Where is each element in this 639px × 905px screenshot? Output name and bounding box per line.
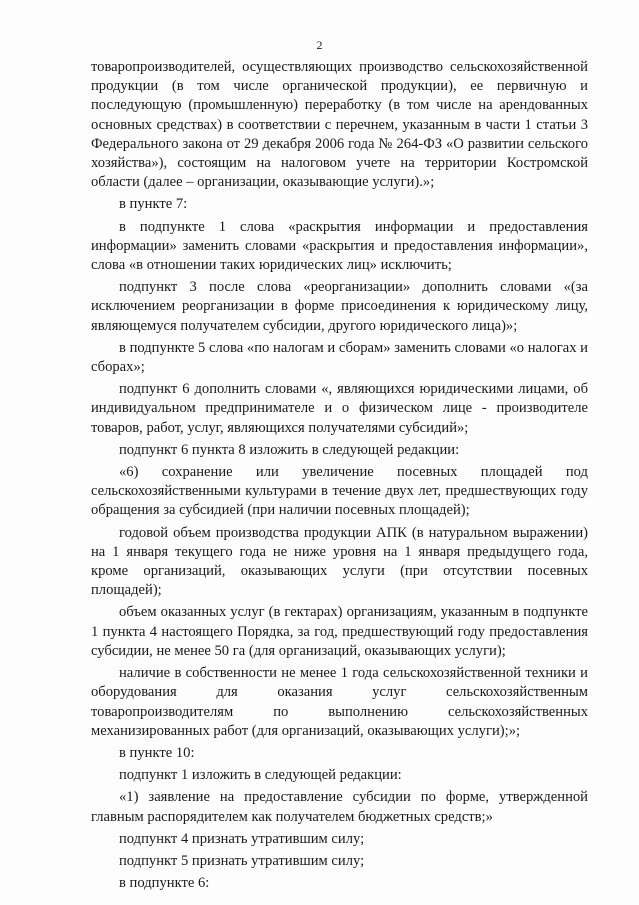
paragraph-equipment: наличие в собственности не менее 1 года сельскохозяйственной техники и оборудования для оказания услуг сельскохозяйственным товаропроизводителям по выполнению сельскохозяйственных механизированных работ (для организаций, оказывающих услуги);»; [91, 665, 588, 739]
paragraph-application-form: «1) заявление на предоставление субсидии по форме, утвержденной главным распорядителем как получателем бюджетных средств;» [91, 789, 588, 825]
document-body [91, 58, 588, 893]
paragraph-point-8-heading: подпункт 6 пункта 8 изложить в следующей редакции: [119, 441, 460, 458]
paragraph-subpoint-3: подпункт 3 после слова «реорганизации» дополнить словами «(за исключением реорганизации в форме присоединения к юридическому лицу, являющемуся получателем субсидии, другого юридического лица)»; [91, 279, 588, 334]
paragraph-subpoint-4-void: подпункт 4 признать утратившим силу; [119, 830, 365, 847]
paragraph-subpoint-5-void: подпункт 5 признать утратившим силу; [119, 852, 365, 869]
paragraph-subpoint-1-edition: подпункт 1 изложить в следующей редакции: [119, 767, 402, 784]
page-number: 2 [316, 38, 323, 52]
paragraph-production-volume: годовой объем производства продукции АПК (в натуральном выражении) на 1 января текущего года не ниже уровня на 1 января предыдущего года, кроме организаций, оказывающих услуги (при отсутствии посевных площадей); [91, 524, 588, 599]
paragraph-point-10-heading: в пункте 10: [119, 744, 195, 761]
paragraph-intro-continuation: товаропроизводителей, осуществляющих производство сельскохозяйственной продукции (в том числе органической продукции), ее первичную и последующую (промышленную) переработку (в том числе на арендованных основных средствах) в соответствии с перечнем, указанным в части 1 статьи 3 Федерального закона от 29 декабря 2006 года № 264-ФЗ «О развитии сельского хозяйства»), состоящим на налоговом учете на территории Костромской области (далее – организации, оказывающие услуги).»; [91, 59, 588, 191]
paragraph-crop-area: «6) сохранение или увеличение посевных площадей под сельскохозяйственными культурами в течение двух лет, предшествующих году обращения за субсидией (при наличии посевных площадей); [91, 464, 588, 519]
paragraph-services-volume: объем оказанных услуг (в гектарах) организациям, указанным в подпункте 1 пункта 4 настоящего Порядка, за год, предшествующий году предоставления субсидии, не менее 50 га (для организаций, оказывающих услуги); [91, 604, 588, 659]
paragraph-subpoint-6-heading: в подпункте 6: [119, 875, 210, 892]
paragraph-point-7-heading: в пункте 7: [119, 196, 188, 213]
paragraph-subpoint-1: в подпункте 1 слова «раскрытия информации и предоставления информации» заменить словами «раскрытия и предоставления информации», слова «в отношении таких юридических лиц» исключить; [91, 218, 588, 274]
paragraph-subpoint-6: подпункт 6 дополнить словами «, являющихся юридическими лицами, об индивидуальном предпринимателе и о физическом лице - производителе товаров, работ, услуг, являющихся получателями субсидий»; [91, 381, 588, 436]
paragraph-subpoint-5: в подпункте 5 слова «по налогам и сборам» заменить словами «о налогах и сборах»; [91, 339, 588, 376]
